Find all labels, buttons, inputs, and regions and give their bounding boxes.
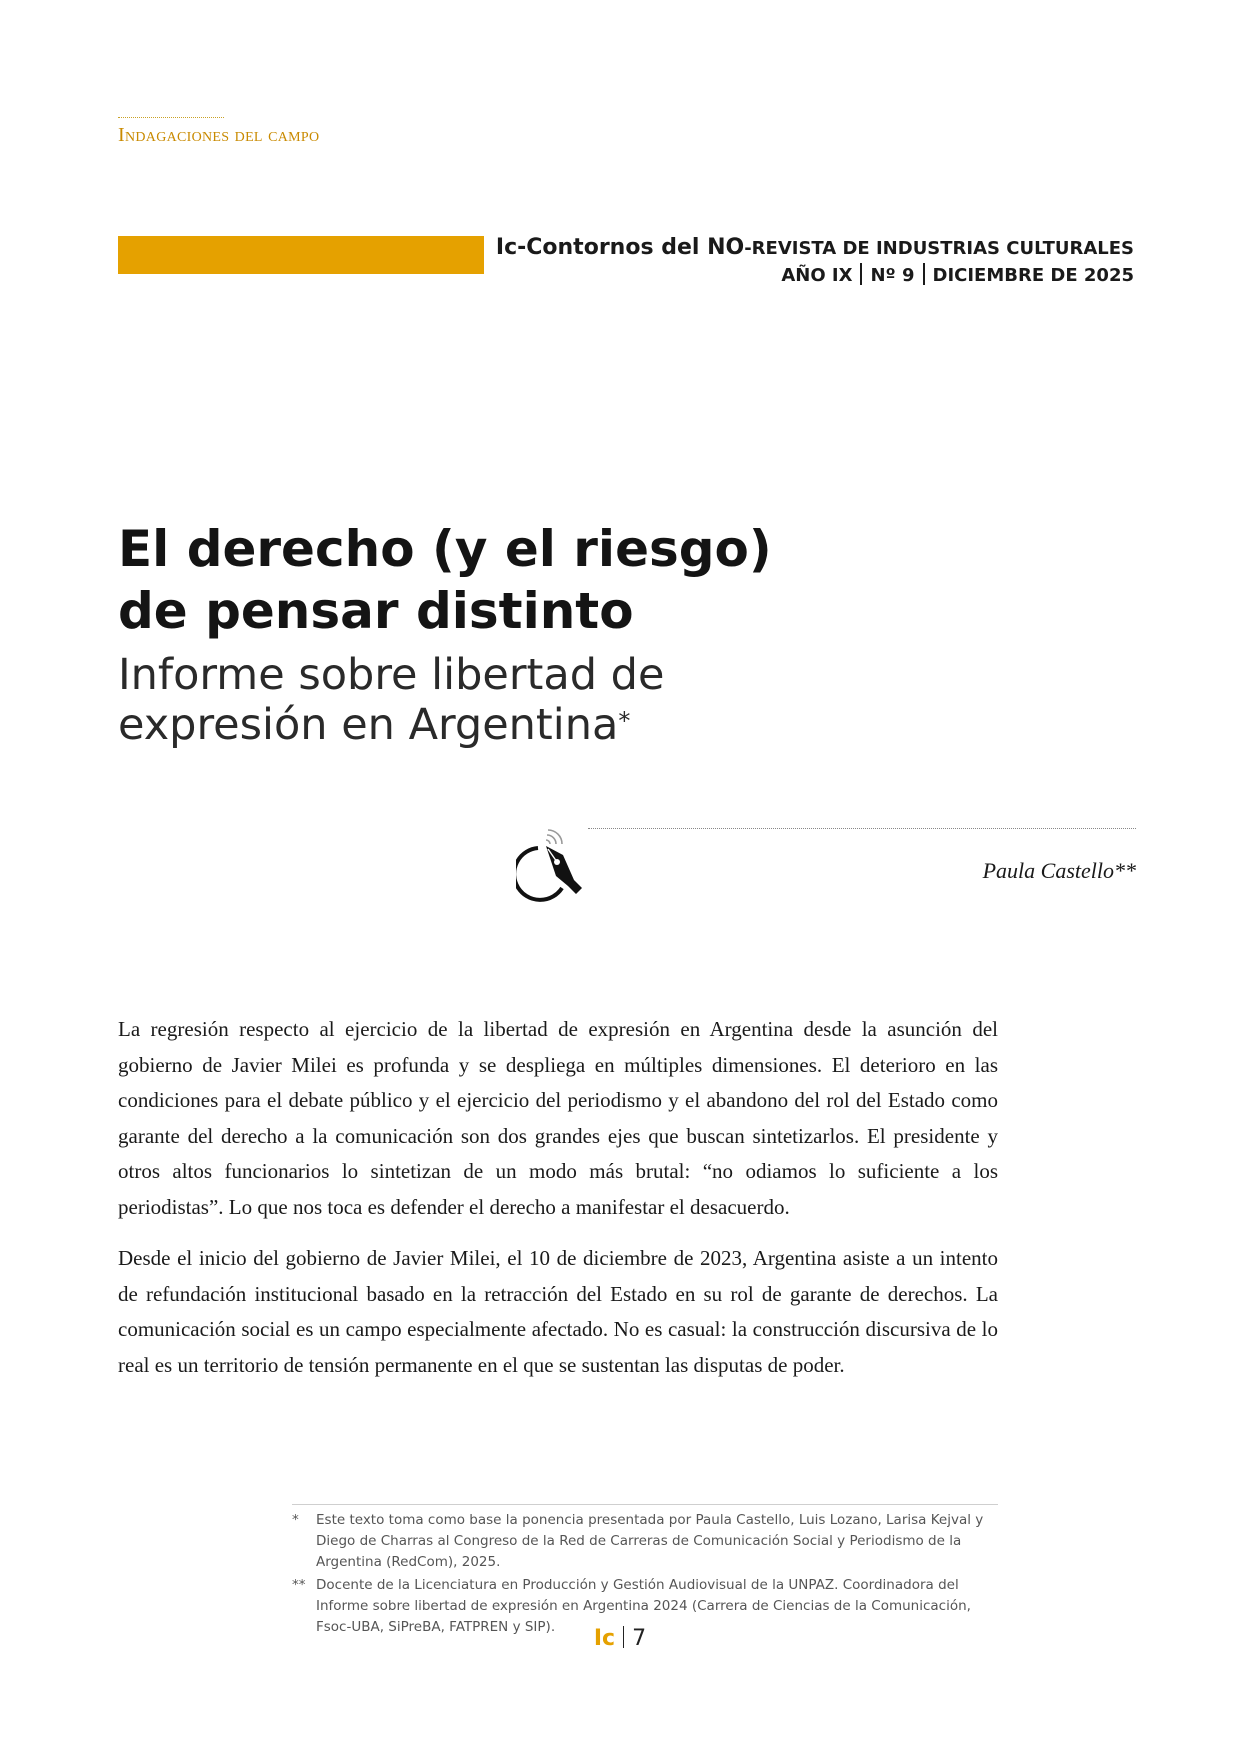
- article-title: [118, 518, 772, 642]
- header-accent-bar: [118, 236, 484, 274]
- author-divider: [588, 828, 1136, 829]
- footnote-mark: **: [292, 1577, 306, 1593]
- issue-separator: [923, 263, 925, 285]
- page-number: 7: [632, 1626, 647, 1651]
- journal-name: [496, 234, 1134, 263]
- footnotes: [292, 1510, 998, 1640]
- section-label: Indagaciones del campo: [118, 124, 320, 146]
- body-paragraph: La regresión respecto al ejercicio de la libertad de expresión en Argentina desde la asunción del gobierno de Javier Milei es profunda y se despliega en múltiples dimensiones. El deterioro en las condiciones para el debate público y el ejercicio del periodismo y el abandono del rol del Estado como garante del derecho a la comunicación son dos grandes ejes que buscan sintetizarlos. El presidente y otros altos funcionarios lo sintetizan de un modo más brutal: “no odiamos lo suficiente a los periodistas”. Lo que nos toca es defender el derecho a manifestar el desacuerdo.: [118, 1017, 998, 1219]
- journal-issue: [496, 263, 1134, 289]
- journal-year: AÑO IX: [781, 265, 853, 286]
- section-divider: [118, 117, 224, 118]
- article-author: Paula Castello**: [982, 858, 1136, 883]
- journal-number: Nº 9: [870, 265, 915, 286]
- journal-logo: Ic: [593, 1626, 616, 1651]
- journal-name-suffix: -REVISTA DE INDUSTRIAS CULTURALES: [744, 238, 1134, 259]
- article-title-line1: El derecho (y el riesgo): [118, 520, 772, 578]
- article-body: [118, 1012, 998, 1399]
- article-subtitle: [118, 650, 664, 750]
- pen-nib-signal-icon: [516, 826, 592, 902]
- journal-name-main: Ic-Contornos del NO: [495, 235, 745, 260]
- footer-separator: [623, 1626, 624, 1648]
- article-subtitle-line1: Informe sobre libertad de: [118, 650, 665, 700]
- article-title-line2: de pensar distinto: [118, 582, 634, 640]
- journal-header: [496, 234, 1134, 289]
- footnote-marker: *: [618, 707, 631, 735]
- footnote-rule: [292, 1504, 998, 1505]
- article-subtitle-line2: expresión en Argentina: [118, 700, 619, 750]
- footnote-text: Docente de la Licenciatura en Producción y Gestión Audiovisual de la UNPAZ. Coordinadora del Informe sobre libertad de expresión en Argentina 2024 (Carrera de Ciencias de la Comunicación, Fsoc-UBA, SiPreBA, FATPREN y SIP).: [316, 1577, 971, 1635]
- body-paragraph: Desde el inicio del gobierno de Javier Milei, el 10 de diciembre de 2023, Argentina asiste a un intento de refundación institucional basado en la retracción del Estado en su rol de garante de derechos. La comunicación social es un campo especialmente afectado. No es casual: la construcción discursiva de lo real es un territorio de tensión permanente en el que se sustentan las disputas de poder.: [118, 1246, 998, 1377]
- journal-date: DICIEMBRE DE 2025: [932, 265, 1134, 286]
- footnote: [292, 1510, 998, 1573]
- issue-separator: [860, 263, 862, 285]
- footnote-mark: *: [292, 1512, 299, 1528]
- page-footer: [0, 1626, 1240, 1651]
- footnote-text: Este texto toma como base la ponencia presentada por Paula Castello, Luis Lozano, Larisa Kejval y Diego de Charras al Congreso de la Red de Carreras de Comunicación Social y Periodismo de la Argentina (RedCom), 2025.: [316, 1512, 984, 1570]
